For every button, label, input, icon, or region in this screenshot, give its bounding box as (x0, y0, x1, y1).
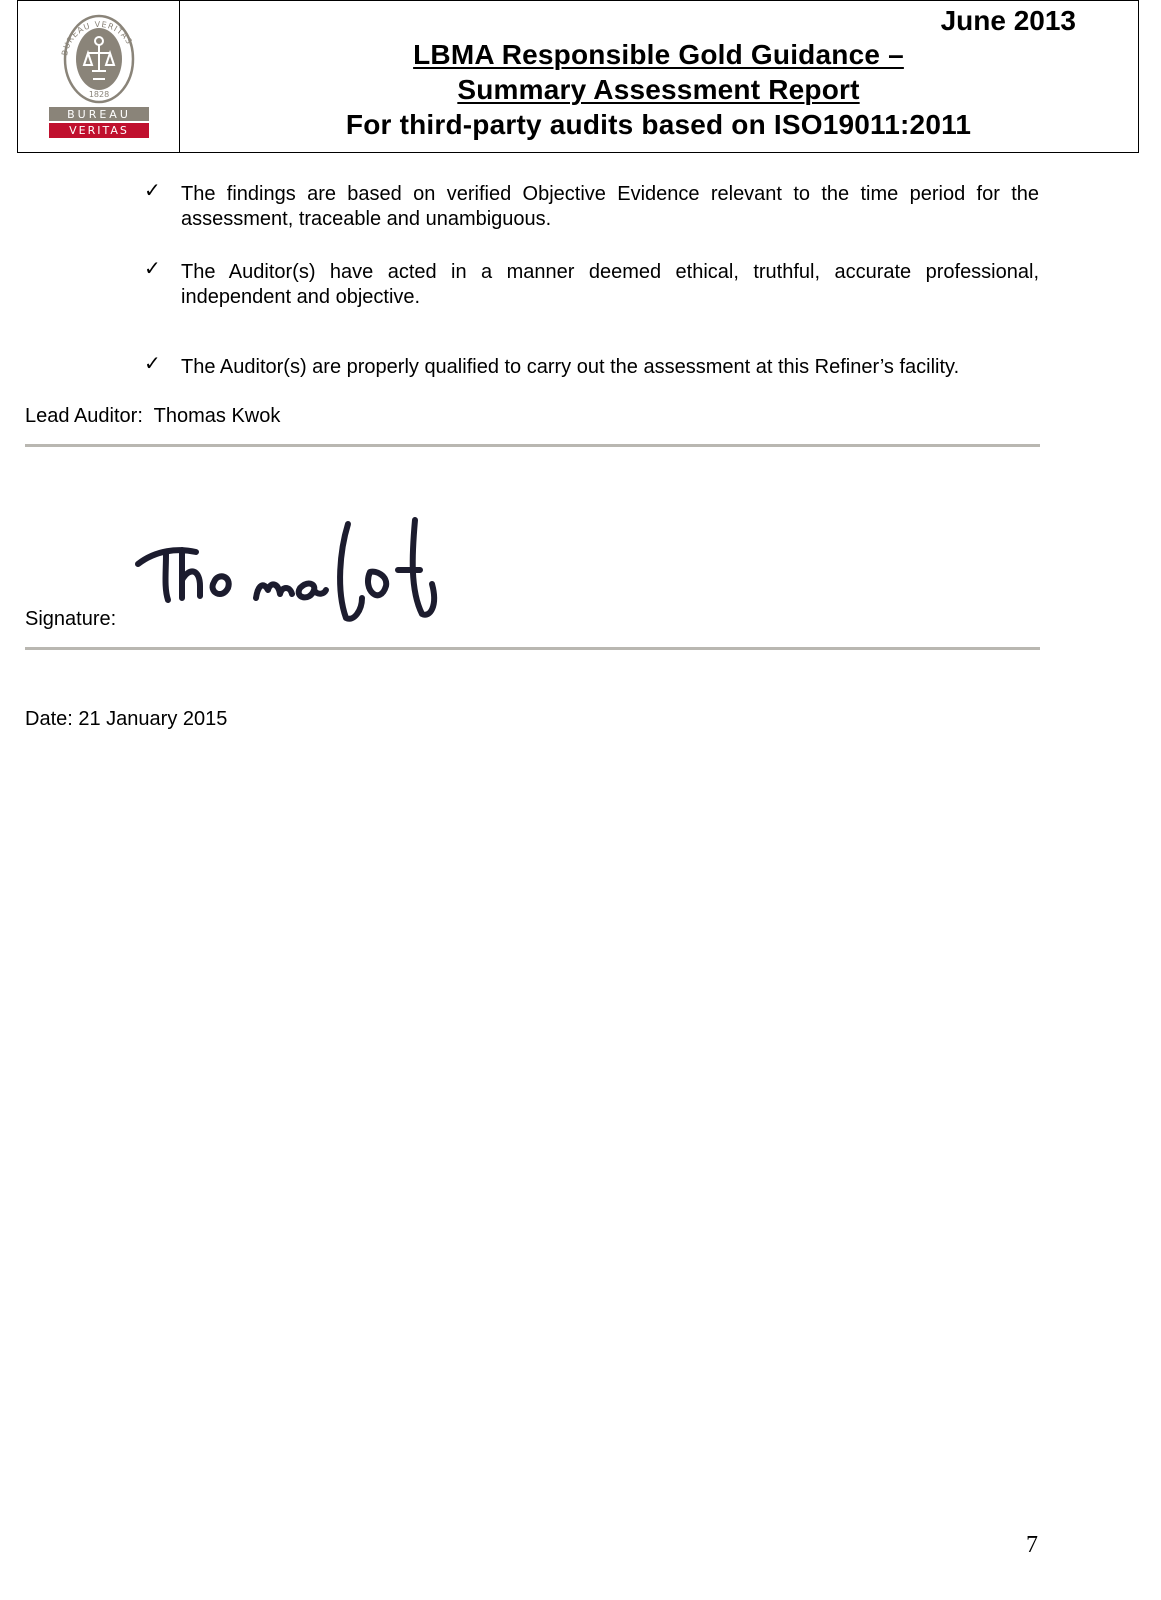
date-row (25, 708, 227, 731)
page-number: 7 (1026, 1532, 1038, 1558)
svg-text:VERITAS: VERITAS (69, 124, 129, 137)
bureau-veritas-logo (48, 13, 150, 141)
divider (25, 444, 1040, 447)
checklist-text: The Auditor(s) are properly qualified to carry out the assessment at this Refiner’s facility. (181, 356, 960, 378)
signature-label: Signature: (25, 608, 117, 630)
logo-cell (18, 1, 180, 152)
date-value: 21 January 2015 (78, 708, 228, 730)
svg-text:1828: 1828 (88, 90, 110, 99)
checkmark-icon: ✓ (144, 178, 161, 202)
header-date: June 2013 (940, 5, 1076, 36)
checkmark-icon: ✓ (144, 351, 161, 375)
signature-row (25, 608, 116, 631)
divider (25, 647, 1040, 650)
title-line-1: LBMA Responsible Gold Guidance – (413, 39, 904, 70)
lead-auditor-label: Lead Auditor: (25, 405, 143, 427)
svg-text:BUREAU: BUREAU (67, 108, 131, 121)
header-titles (179, 37, 1138, 142)
lead-auditor-row (25, 405, 280, 428)
handwritten-signature (130, 510, 460, 630)
lead-auditor-name: Thomas Kwok (153, 405, 281, 427)
title-line-3: For third-party audits based on ISO19011:2011 (345, 109, 972, 140)
title-line-2: Summary Assessment Report (457, 74, 860, 105)
checklist-text: The Auditor(s) have acted in a manner deemed ethical, truthful, accurate professional, independent and objective. (181, 261, 1039, 308)
svg-text:BUREAU VERITAS: BUREAU VERITAS (60, 19, 135, 57)
checklist-text: The findings are based on verified Objective Evidence relevant to the time period for the assessment, traceable and unambiguous. (181, 183, 1039, 230)
date-label: Date: (25, 708, 73, 730)
document-header (17, 0, 1139, 153)
checkmark-icon: ✓ (144, 256, 161, 280)
